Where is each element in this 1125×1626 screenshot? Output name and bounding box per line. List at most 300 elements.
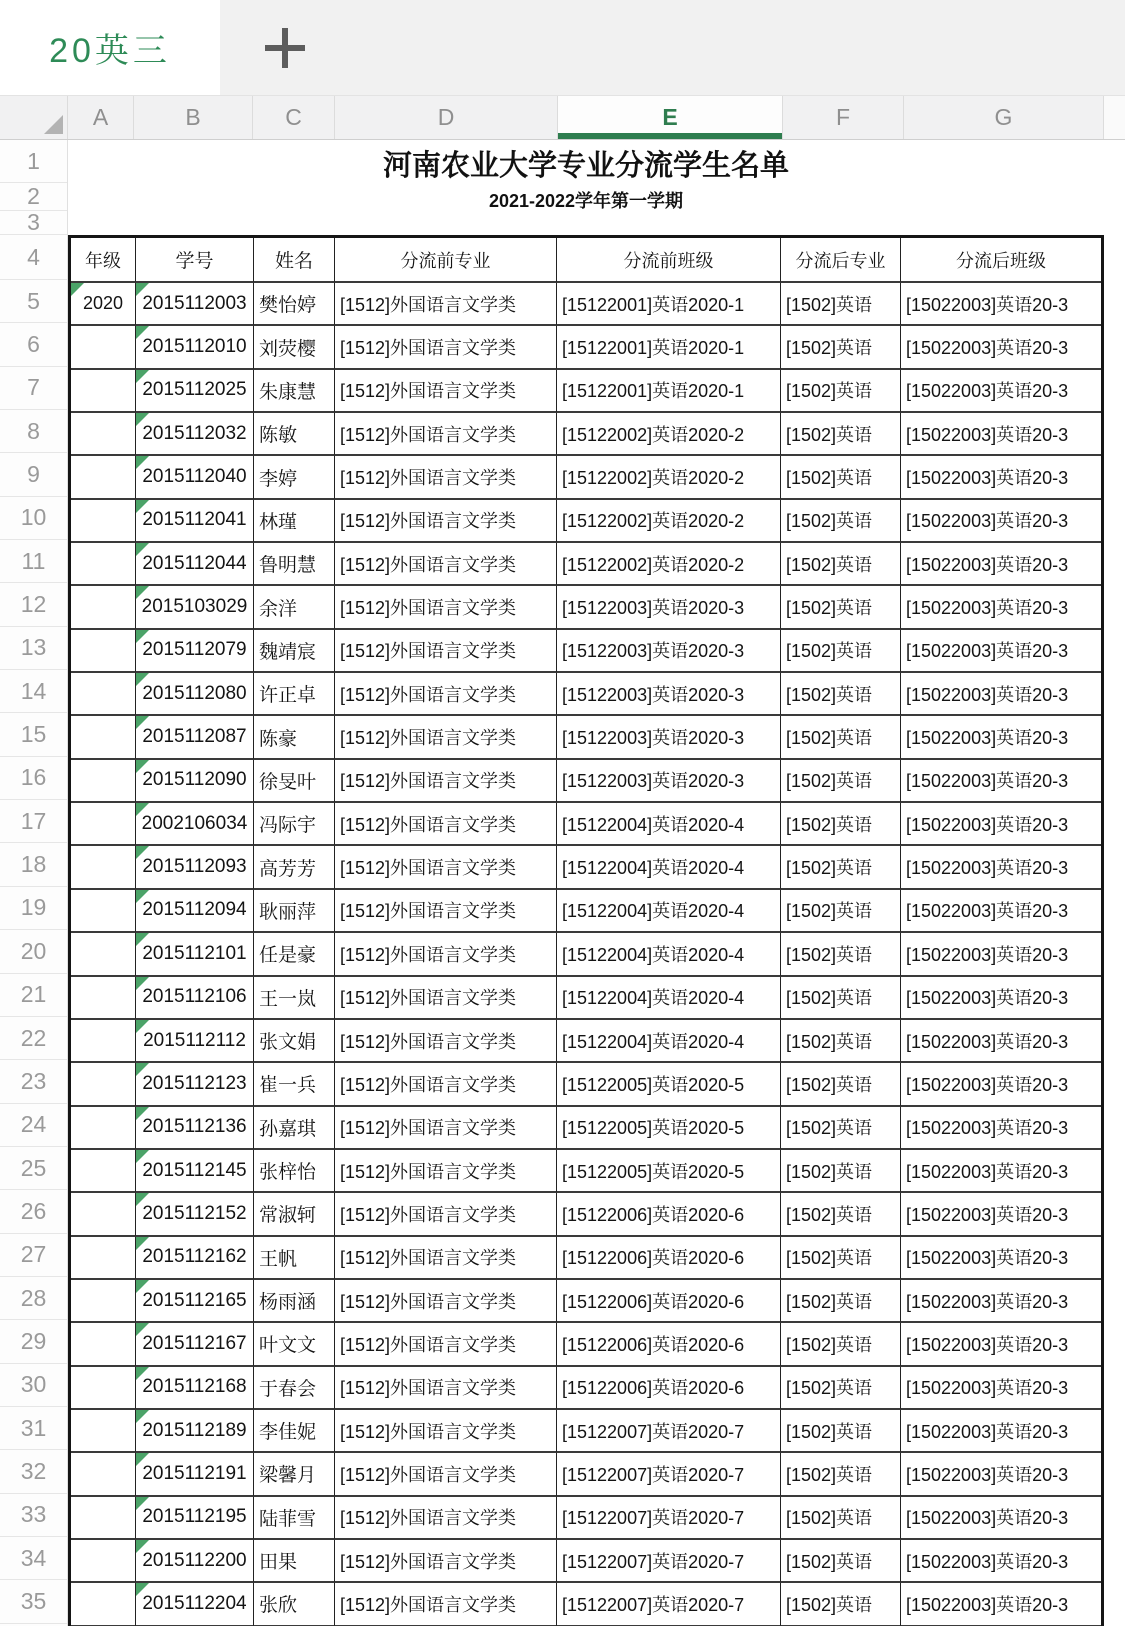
cell-pre_major[interactable]	[335, 1453, 557, 1496]
cell-grade[interactable]	[71, 1497, 136, 1540]
cell-post_major[interactable]	[781, 1540, 901, 1583]
cell-id[interactable]	[136, 1410, 254, 1453]
cell-grade[interactable]	[71, 846, 136, 889]
cell-grade[interactable]	[71, 1020, 136, 1063]
row-header-16[interactable]	[0, 757, 67, 800]
cell-id[interactable]	[136, 326, 254, 369]
sheet-subtitle-cell[interactable]	[68, 187, 1104, 213]
cell-post_class[interactable]	[901, 977, 1101, 1020]
cell-id[interactable]	[136, 543, 254, 586]
cell-name[interactable]	[254, 283, 335, 326]
cell-post_class[interactable]	[901, 1020, 1101, 1063]
table-row	[71, 846, 1101, 889]
cell-grade[interactable]	[71, 890, 136, 933]
cell-post_class[interactable]	[901, 1150, 1101, 1193]
cell-id[interactable]	[136, 1107, 254, 1150]
cell-name[interactable]	[254, 890, 335, 933]
row-header-25[interactable]	[0, 1147, 67, 1190]
cell-pre_major[interactable]	[335, 716, 557, 759]
cell-pre_class[interactable]	[557, 1410, 781, 1453]
cell-id[interactable]	[136, 1150, 254, 1193]
cell-id[interactable]	[136, 1453, 254, 1496]
cell-post_major[interactable]	[781, 1063, 901, 1106]
cell-post_major[interactable]	[781, 890, 901, 933]
cell-name[interactable]	[254, 1583, 335, 1626]
cell-post_major[interactable]	[781, 1237, 901, 1280]
cell-post_major[interactable]	[781, 1193, 901, 1236]
cell-pre_major[interactable]	[335, 1367, 557, 1410]
cell-grade[interactable]	[71, 543, 136, 586]
cell-post_class[interactable]	[901, 803, 1101, 846]
cell-pre_major[interactable]	[335, 1107, 557, 1150]
cell-id[interactable]	[136, 1020, 254, 1063]
cell-post_major[interactable]	[781, 1323, 901, 1366]
column-letter: E	[662, 104, 678, 130]
cell-grade[interactable]	[71, 1410, 136, 1453]
cell-post_major[interactable]	[781, 1107, 901, 1150]
cell-pre_major[interactable]	[335, 803, 557, 846]
cell-pre_major[interactable]	[335, 630, 557, 673]
cell-pre_class[interactable]	[557, 933, 781, 976]
table-header-cell-5[interactable]	[781, 238, 901, 283]
cell-post_class[interactable]	[901, 673, 1101, 716]
cell-text: [1512]外国语言文学类	[340, 728, 517, 749]
cell-name[interactable]	[254, 1497, 335, 1540]
cell-name[interactable]	[254, 1367, 335, 1410]
row-header-14[interactable]	[0, 670, 67, 713]
row-header-3[interactable]	[0, 211, 67, 235]
cell-post_class[interactable]	[901, 630, 1101, 673]
cell-text: [15122006]英语2020-6	[562, 1378, 745, 1399]
row-header-1[interactable]	[0, 140, 67, 183]
cell-post_class[interactable]	[901, 1237, 1101, 1280]
cell-post_major[interactable]	[781, 1020, 901, 1063]
cell-post_class[interactable]	[901, 933, 1101, 976]
cell-post_class[interactable]	[901, 586, 1101, 629]
cell-post_major[interactable]	[781, 586, 901, 629]
cell-id[interactable]	[136, 1323, 254, 1366]
cell-pre_major[interactable]	[335, 413, 557, 456]
cell-pre_major[interactable]	[335, 1540, 557, 1583]
cell-pre_class[interactable]	[557, 846, 781, 889]
cell-id[interactable]	[136, 283, 254, 326]
cell-pre_class[interactable]	[557, 1020, 781, 1063]
cell-pre_major[interactable]	[335, 760, 557, 803]
row-number: 14	[20, 677, 47, 704]
cell-name[interactable]	[254, 1410, 335, 1453]
cell-text: [15122007]英语2020-7	[562, 1421, 745, 1442]
cell-text: 冯际宇	[259, 815, 317, 837]
cell-pre_major[interactable]	[335, 370, 557, 413]
sheet-title-cell[interactable]	[68, 143, 1104, 184]
cell-post_class[interactable]	[901, 1583, 1101, 1626]
cell-pre_class[interactable]	[557, 1237, 781, 1280]
row-header-15[interactable]	[0, 713, 67, 756]
cell-pre_class[interactable]	[557, 326, 781, 369]
row-header-9[interactable]	[0, 453, 67, 496]
cell-pre_class[interactable]	[557, 586, 781, 629]
cell-id[interactable]	[136, 1497, 254, 1540]
cell-post_class[interactable]	[901, 1323, 1101, 1366]
row-header-4[interactable]	[0, 235, 67, 280]
cell-pre_class[interactable]	[557, 630, 781, 673]
cell-pre_major[interactable]	[335, 456, 557, 499]
cell-text: 于春会	[259, 1378, 317, 1400]
cell-name[interactable]	[254, 1193, 335, 1236]
cell-grade[interactable]	[71, 370, 136, 413]
cell-pre_class[interactable]	[557, 760, 781, 803]
row-header-2[interactable]	[0, 183, 67, 211]
row-header-6[interactable]	[0, 323, 67, 366]
cell-name[interactable]	[254, 630, 335, 673]
cell-pre_major[interactable]	[335, 673, 557, 716]
cell-pre_major[interactable]	[335, 586, 557, 629]
row-header-8[interactable]	[0, 410, 67, 453]
cell-name[interactable]	[254, 977, 335, 1020]
column-header-D[interactable]	[335, 96, 558, 139]
cell-name[interactable]	[254, 846, 335, 889]
row-header-33[interactable]	[0, 1494, 67, 1537]
cell-id[interactable]	[136, 370, 254, 413]
cell-id[interactable]	[136, 890, 254, 933]
cell-name[interactable]	[254, 1020, 335, 1063]
row-header-22[interactable]	[0, 1017, 67, 1060]
cell-pre_class[interactable]	[557, 1540, 781, 1583]
row-header-28[interactable]	[0, 1277, 67, 1320]
cell-pre_class[interactable]	[557, 500, 781, 543]
cell-post_class[interactable]	[901, 1453, 1101, 1496]
cell-id[interactable]	[136, 977, 254, 1020]
cell-pre_major[interactable]	[335, 846, 557, 889]
cell-grade[interactable]	[71, 803, 136, 846]
cell-pre_class[interactable]	[557, 1367, 781, 1410]
cell-text: [1502]英语	[786, 598, 873, 619]
table-header-cell-0[interactable]	[71, 238, 136, 283]
cell-grade[interactable]	[71, 500, 136, 543]
row-header-29[interactable]	[0, 1320, 67, 1363]
cell-grade[interactable]	[71, 1453, 136, 1496]
cell-name[interactable]	[254, 1150, 335, 1193]
cell-name[interactable]	[254, 1453, 335, 1496]
cell-name[interactable]	[254, 760, 335, 803]
row-header-24[interactable]	[0, 1104, 67, 1147]
cell-name[interactable]	[254, 1280, 335, 1323]
cell-id[interactable]	[136, 716, 254, 759]
cell-pre_class[interactable]	[557, 716, 781, 759]
cell-id[interactable]	[136, 586, 254, 629]
cell-name[interactable]	[254, 413, 335, 456]
cell-id[interactable]	[136, 413, 254, 456]
cell-name[interactable]	[254, 500, 335, 543]
cell-post_class[interactable]	[901, 283, 1101, 326]
column-header-strip	[0, 95, 1125, 140]
cell-name[interactable]	[254, 543, 335, 586]
cell-grade[interactable]	[71, 1583, 136, 1626]
cell-id[interactable]	[136, 1237, 254, 1280]
column-header-E[interactable]	[558, 96, 783, 139]
cell-grade[interactable]	[71, 1193, 136, 1236]
cell-pre_class[interactable]	[557, 1150, 781, 1193]
cell-pre_major[interactable]	[335, 977, 557, 1020]
table-header-cell-4[interactable]	[557, 238, 781, 283]
cell-id[interactable]	[136, 760, 254, 803]
row-header-32[interactable]	[0, 1450, 67, 1493]
cell-text: [15022003]英语20-3	[906, 1508, 1069, 1529]
cell-pre_class[interactable]	[557, 1497, 781, 1540]
cell-post_major[interactable]	[781, 803, 901, 846]
cell-name[interactable]	[254, 370, 335, 413]
cell-id[interactable]	[136, 500, 254, 543]
table-header-cell-1[interactable]	[136, 238, 254, 283]
cell-grade[interactable]	[71, 413, 136, 456]
select-all-corner[interactable]	[0, 96, 68, 139]
cell-pre_class[interactable]	[557, 1193, 781, 1236]
cell-pre_major[interactable]	[335, 326, 557, 369]
row-header-10[interactable]	[0, 497, 67, 540]
cell-post_major[interactable]	[781, 846, 901, 889]
cell-post_class[interactable]	[901, 1367, 1101, 1410]
cell-grade[interactable]	[71, 630, 136, 673]
row-number: 13	[20, 634, 47, 661]
cell-grade[interactable]	[71, 1280, 136, 1323]
cell-post_major[interactable]	[781, 1410, 901, 1453]
cell-pre_major[interactable]	[335, 1150, 557, 1193]
cell-post_major[interactable]	[781, 543, 901, 586]
cell-post_major[interactable]	[781, 413, 901, 456]
cell-post_major[interactable]	[781, 500, 901, 543]
cell-grade[interactable]	[71, 1150, 136, 1193]
row-number: 8	[27, 417, 40, 444]
row-header-17[interactable]	[0, 800, 67, 843]
cell-name[interactable]	[254, 716, 335, 759]
cell-pre_class[interactable]	[557, 370, 781, 413]
cell-id[interactable]	[136, 673, 254, 716]
cell-post_class[interactable]	[901, 456, 1101, 499]
row-header-5[interactable]	[0, 280, 67, 323]
cell-id[interactable]	[136, 1280, 254, 1323]
cell-grade[interactable]	[71, 586, 136, 629]
cell-pre_class[interactable]	[557, 803, 781, 846]
row-number: 29	[20, 1327, 47, 1354]
cell-id[interactable]	[136, 630, 254, 673]
cell-post_class[interactable]	[901, 716, 1101, 759]
cell-pre_class[interactable]	[557, 977, 781, 1020]
row-header-7[interactable]	[0, 367, 67, 410]
cell-pre_major[interactable]	[335, 933, 557, 976]
cell-text: 2015112167	[142, 1332, 247, 1354]
number-stored-as-text-indicator	[136, 1193, 149, 1206]
cell-pre_major[interactable]	[335, 500, 557, 543]
cell-pre_major[interactable]	[335, 1497, 557, 1540]
cell-post_class[interactable]	[901, 846, 1101, 889]
cell-id[interactable]	[136, 1583, 254, 1626]
cell-pre_major[interactable]	[335, 543, 557, 586]
cell-pre_major[interactable]	[335, 1323, 557, 1366]
cell-post_major[interactable]	[781, 1280, 901, 1323]
cell-post_major[interactable]	[781, 630, 901, 673]
cell-post_class[interactable]	[901, 1193, 1101, 1236]
cell-pre_class[interactable]	[557, 673, 781, 716]
cell-post_class[interactable]	[901, 500, 1101, 543]
cell-id[interactable]	[136, 1367, 254, 1410]
row-header-27[interactable]	[0, 1234, 67, 1277]
row-header-31[interactable]	[0, 1407, 67, 1450]
row-header-11[interactable]	[0, 540, 67, 583]
row-header-20[interactable]	[0, 930, 67, 973]
cell-post_major[interactable]	[781, 456, 901, 499]
cell-name[interactable]	[254, 326, 335, 369]
cell-pre_class[interactable]	[557, 1323, 781, 1366]
cell-pre_class[interactable]	[557, 1583, 781, 1626]
cell-pre_major[interactable]	[335, 1020, 557, 1063]
column-header-A[interactable]	[68, 96, 134, 139]
cell-pre_major[interactable]	[335, 1280, 557, 1323]
cell-grade[interactable]	[71, 1323, 136, 1366]
table-row	[71, 673, 1101, 716]
row-number: 11	[21, 547, 46, 574]
row-header-13[interactable]	[0, 627, 67, 670]
table-header-label: 年级	[85, 250, 121, 271]
cell-grade[interactable]	[71, 1367, 136, 1410]
cell-grade[interactable]	[71, 283, 136, 326]
cell-name[interactable]	[254, 933, 335, 976]
cell-pre_class[interactable]	[557, 1063, 781, 1106]
cell-post_class[interactable]	[901, 1107, 1101, 1150]
cell-pre_major[interactable]	[335, 1410, 557, 1453]
cell-post_major[interactable]	[781, 1367, 901, 1410]
cell-pre_major[interactable]	[335, 1237, 557, 1280]
row-header-18[interactable]	[0, 843, 67, 886]
cell-post_major[interactable]	[781, 283, 901, 326]
cell-name[interactable]	[254, 586, 335, 629]
cell-post_major[interactable]	[781, 716, 901, 759]
cell-grade[interactable]	[71, 760, 136, 803]
cell-name[interactable]	[254, 1540, 335, 1583]
cell-pre_class[interactable]	[557, 456, 781, 499]
cell-post_major[interactable]	[781, 1453, 901, 1496]
cell-pre_class[interactable]	[557, 1453, 781, 1496]
cell-pre_major[interactable]	[335, 283, 557, 326]
cell-post_major[interactable]	[781, 760, 901, 803]
cell-id[interactable]	[136, 1193, 254, 1236]
row-header-21[interactable]	[0, 974, 67, 1017]
cell-name[interactable]	[254, 1063, 335, 1106]
cell-text: 2015112079	[142, 639, 247, 661]
cell-post_major[interactable]	[781, 1150, 901, 1193]
table-header-cell-2[interactable]	[254, 238, 335, 283]
cell-pre_class[interactable]	[557, 1280, 781, 1323]
cell-post_class[interactable]	[901, 1063, 1101, 1106]
cell-pre_major[interactable]	[335, 890, 557, 933]
cell-name[interactable]	[254, 673, 335, 716]
sheet-tab-active[interactable]	[0, 0, 220, 95]
cell-post_class[interactable]	[901, 1410, 1101, 1453]
cell-post_major[interactable]	[781, 370, 901, 413]
cell-grade[interactable]	[71, 456, 136, 499]
cell-grade[interactable]	[71, 933, 136, 976]
cell-id[interactable]	[136, 933, 254, 976]
cell-post_class[interactable]	[901, 760, 1101, 803]
table-header-cell-3[interactable]	[335, 238, 557, 283]
cell-grade[interactable]	[71, 1237, 136, 1280]
cell-post_major[interactable]	[781, 1583, 901, 1626]
cell-post_class[interactable]	[901, 543, 1101, 586]
cell-grade[interactable]	[71, 716, 136, 759]
row-header-23[interactable]	[0, 1060, 67, 1103]
cell-pre_major[interactable]	[335, 1583, 557, 1626]
column-header-C[interactable]	[253, 96, 335, 139]
cell-name[interactable]	[254, 803, 335, 846]
row-number: 12	[20, 591, 47, 618]
cell-pre_class[interactable]	[557, 890, 781, 933]
cell-grade[interactable]	[71, 977, 136, 1020]
row-number: 32	[20, 1457, 47, 1484]
cell-post_class[interactable]	[901, 890, 1101, 933]
column-header-G[interactable]	[904, 96, 1104, 139]
column-header-F[interactable]	[783, 96, 904, 139]
cell-post_major[interactable]	[781, 326, 901, 369]
cell-post_class[interactable]	[901, 1280, 1101, 1323]
cell-name[interactable]	[254, 456, 335, 499]
cell-pre_class[interactable]	[557, 283, 781, 326]
cell-grade[interactable]	[71, 1063, 136, 1106]
row-header-12[interactable]	[0, 583, 67, 626]
row-header-35[interactable]	[0, 1580, 67, 1623]
row-header-34[interactable]	[0, 1537, 67, 1580]
cell-post_class[interactable]	[901, 326, 1101, 369]
cell-text: 2015112010	[142, 336, 247, 358]
cell-pre_class[interactable]	[557, 1107, 781, 1150]
cell-id[interactable]	[136, 1540, 254, 1583]
row-header-26[interactable]	[0, 1190, 67, 1233]
cell-grade[interactable]	[71, 673, 136, 716]
cell-id[interactable]	[136, 456, 254, 499]
add-sheet-button[interactable]	[220, 0, 350, 95]
row-header-30[interactable]	[0, 1364, 67, 1407]
cell-id[interactable]	[136, 803, 254, 846]
cell-post_major[interactable]	[781, 1497, 901, 1540]
cell-post_major[interactable]	[781, 933, 901, 976]
cell-post_major[interactable]	[781, 977, 901, 1020]
cell-post_class[interactable]	[901, 1540, 1101, 1583]
row-number: 15	[20, 721, 47, 748]
table-header-cell-6[interactable]	[901, 238, 1101, 283]
cell-grade[interactable]	[71, 1540, 136, 1583]
row-header-19[interactable]	[0, 887, 67, 930]
cell-pre_major[interactable]	[335, 1063, 557, 1106]
cell-pre_class[interactable]	[557, 543, 781, 586]
cell-id[interactable]	[136, 1063, 254, 1106]
cell-text: 梁馨月	[259, 1465, 317, 1487]
cell-text: [15022003]英语20-3	[906, 944, 1069, 965]
cell-id[interactable]	[136, 846, 254, 889]
cell-pre_class[interactable]	[557, 413, 781, 456]
cell-grade[interactable]	[71, 1107, 136, 1150]
cell-name[interactable]	[254, 1107, 335, 1150]
cell-pre_major[interactable]	[335, 1193, 557, 1236]
cell-post_class[interactable]	[901, 413, 1101, 456]
number-stored-as-text-indicator	[136, 1237, 149, 1250]
cell-post_major[interactable]	[781, 673, 901, 716]
cell-name[interactable]	[254, 1237, 335, 1280]
cell-name[interactable]	[254, 1323, 335, 1366]
cell-text: [1512]外国语言文学类	[340, 1031, 517, 1052]
number-stored-as-text-indicator	[136, 1020, 149, 1033]
cell-post_class[interactable]	[901, 370, 1101, 413]
cell-post_class[interactable]	[901, 1497, 1101, 1540]
column-header-B[interactable]	[134, 96, 253, 139]
cell-grade[interactable]	[71, 326, 136, 369]
